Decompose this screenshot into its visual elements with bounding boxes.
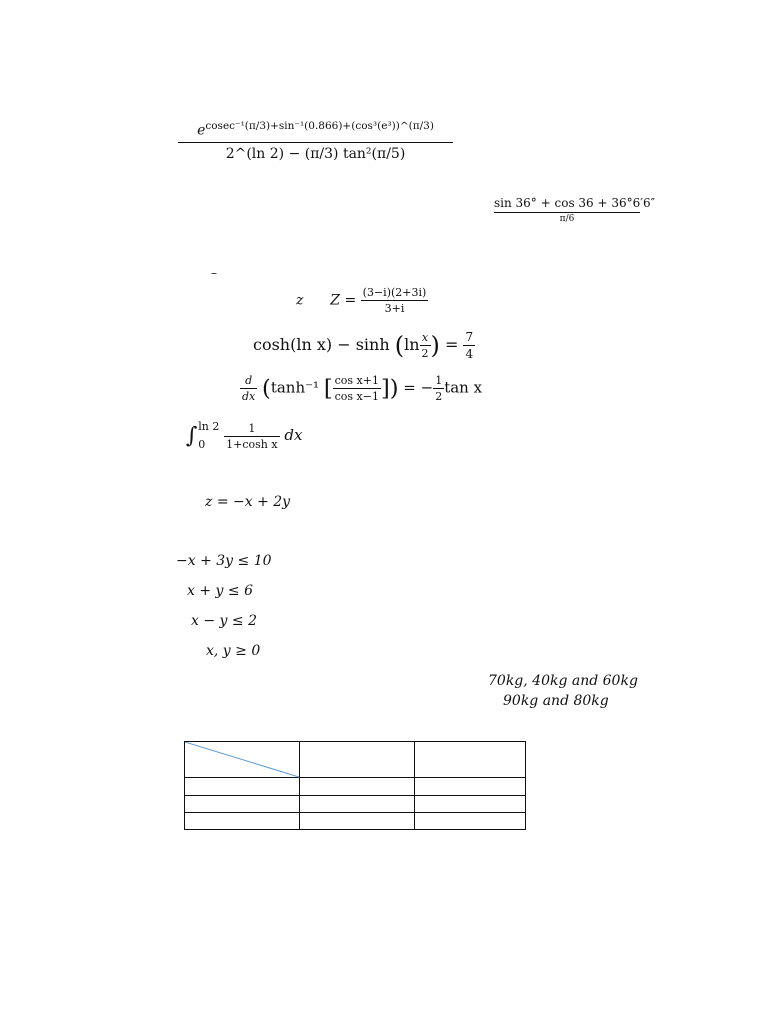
z-fraction <box>361 286 429 315</box>
dash-mark: – <box>211 266 217 280</box>
cosh-x: x <box>421 331 429 344</box>
table-cell <box>415 778 526 796</box>
table-row <box>185 796 526 813</box>
cosh-text: cosh(ln x) − sinh <box>253 335 390 354</box>
constraint-1: −x + 3y ≤ 10 <box>176 553 272 569</box>
weights-line-1: 70kg, 40kg and 60kg <box>488 673 638 689</box>
cosh-rhs-num: 7 <box>465 330 474 344</box>
cosh-rhs-den: 4 <box>465 347 474 361</box>
z-equation <box>296 286 428 315</box>
table-cell <box>415 796 526 813</box>
expression-2 <box>494 196 656 224</box>
table-cell <box>185 813 300 830</box>
table-cell <box>300 778 415 796</box>
cosh-2: 2 <box>421 347 429 360</box>
table-cell <box>415 813 526 830</box>
deriv-dx: dx <box>242 390 256 403</box>
table-cell <box>185 796 300 813</box>
integral-upper: ln 2 <box>198 420 220 433</box>
integral-expression <box>186 418 302 454</box>
diagonal-line-icon <box>185 742 299 778</box>
constraint-2: x + y ≤ 6 <box>187 583 253 599</box>
z-lhs: Z = <box>330 292 357 309</box>
integral-num: 1 <box>248 421 256 435</box>
deriv-d: d <box>245 374 253 387</box>
z-numerator: (3−i)(2+3i) <box>362 286 427 299</box>
expression-1-numerator <box>178 120 453 143</box>
integral-lower: 0 <box>198 438 206 451</box>
cosh-equation: cosh(ln x) − sinh (ln $\frac{x}{2}$ ) = $\frac{7}{4}$ <box>253 330 474 361</box>
integral-dx: dx <box>284 426 303 444</box>
z-label: z <box>296 292 304 309</box>
integral-sign-icon: ∫ <box>186 423 198 449</box>
table-cell <box>300 796 415 813</box>
data-table <box>184 741 526 830</box>
constraint-3: x − y ≤ 2 <box>191 613 257 629</box>
table-row <box>185 742 526 778</box>
table-corner-cell <box>185 742 300 778</box>
table-cell <box>300 742 415 778</box>
objective-function: z = −x + 2y <box>205 494 291 510</box>
table-cell <box>300 813 415 830</box>
deriv-inner-den: cos x−1 <box>334 390 379 403</box>
table-row <box>185 813 526 830</box>
deriv-half-den: 2 <box>435 390 443 403</box>
table-row <box>185 778 526 796</box>
expression-2-denominator: π/6 <box>559 214 575 224</box>
deriv-tan: tan x <box>444 378 483 397</box>
deriv-tanh: tanh⁻¹ <box>270 378 320 397</box>
constraint-4: x, y ≥ 0 <box>206 643 261 659</box>
deriv-half-num: 1 <box>435 374 443 387</box>
expression-1 <box>178 120 453 162</box>
deriv-equals: = − <box>403 378 434 397</box>
exp-base: e <box>197 122 206 139</box>
expression-1-denominator: 2^(ln 2) − (π/3) tan²(π/5) <box>225 145 406 162</box>
weights-line-2: 90kg and 80kg <box>503 693 609 709</box>
expression-2-numerator: sin 36° + cos 36 + 36°6′6″ <box>494 196 640 213</box>
derivative-equation: $\frac{d}{dx}$ (tanh⁻¹ [ $\frac{\text{cos x+1}}{\text{cos x−1}}$ ]) = − $\frac{1}{2}$ tan x <box>242 374 483 403</box>
table-cell <box>415 742 526 778</box>
deriv-inner-num: cos x+1 <box>334 374 379 387</box>
integral-den: 1+cosh x <box>226 437 278 451</box>
z-denominator: 3+i <box>384 302 405 315</box>
table-cell <box>185 778 300 796</box>
exp-exponent: cosec⁻¹(π/3)+sin⁻¹(0.866)+(cos³(e³))^(π/3) <box>205 120 434 132</box>
